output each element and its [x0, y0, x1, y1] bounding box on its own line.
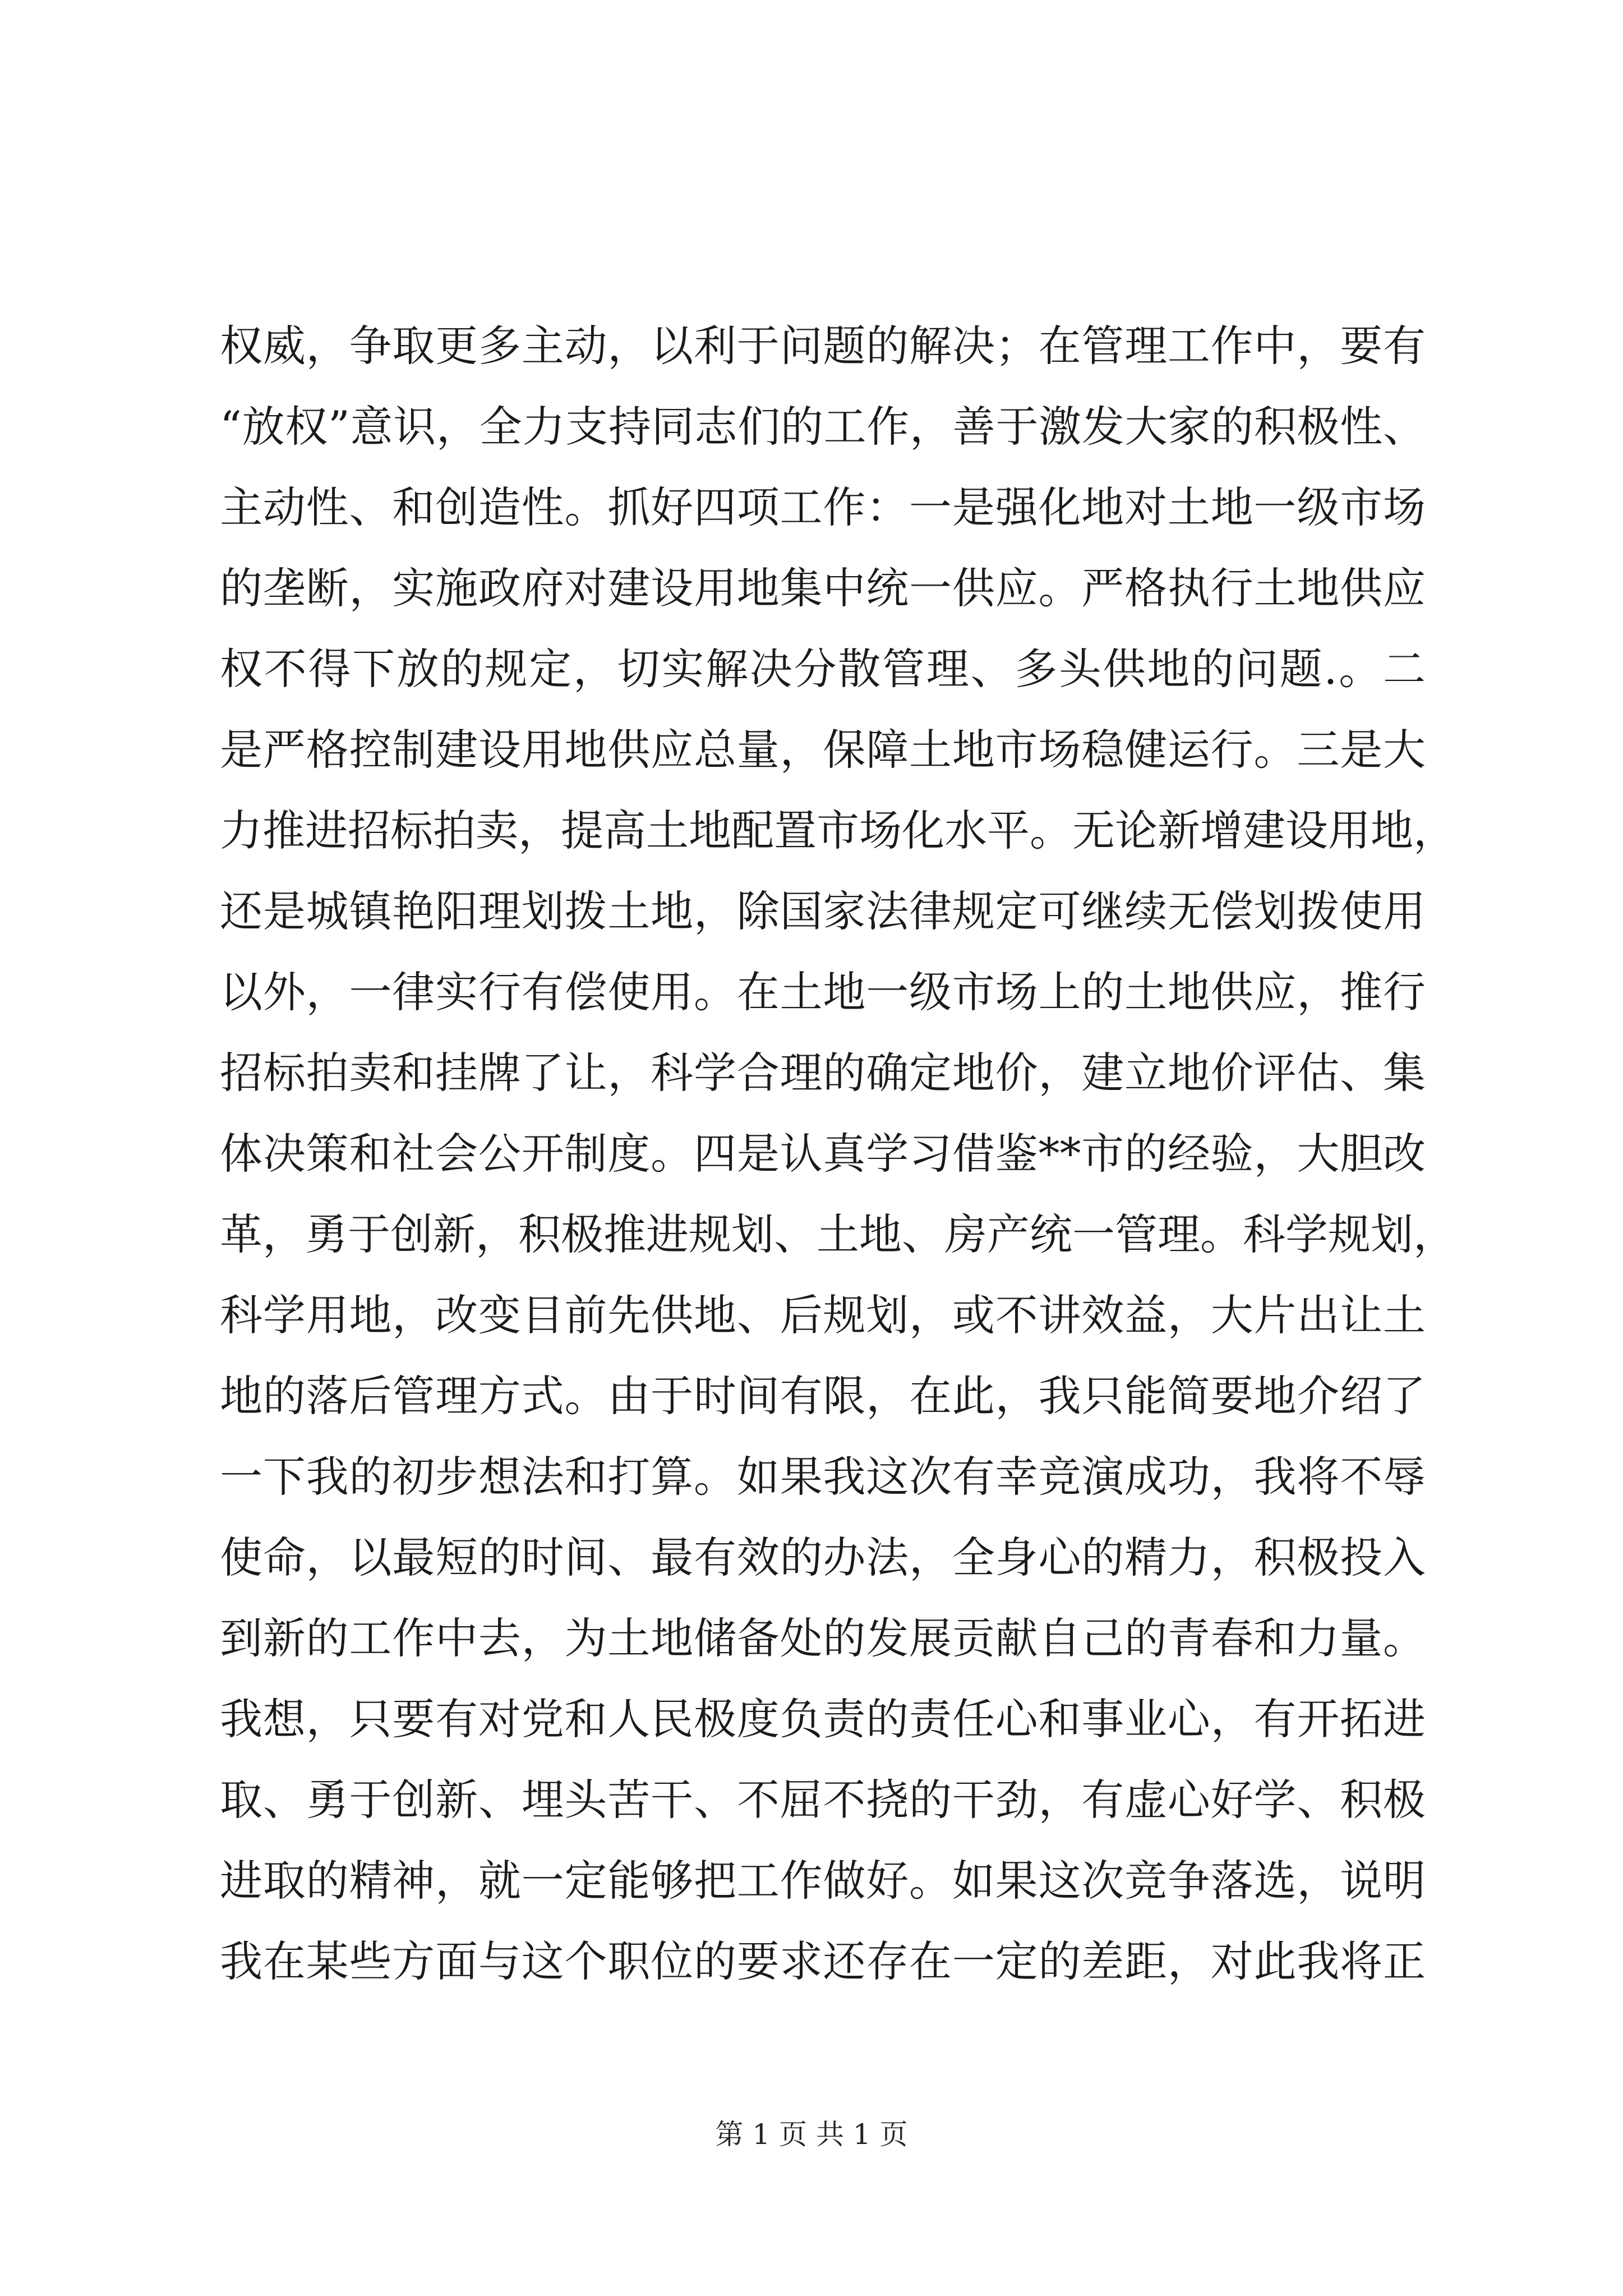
text-line: 我想，只要有对党和人民极度负责的责任心和事业心，有开拓进 [220, 1694, 1426, 1744]
text-line: 权威，争取更多主动，以利于问题的解决；在管理工作中，要有 [220, 321, 1426, 371]
text-line: 革，勇于创新，积极推进规划、土地、房产统一管理。科学规划， [220, 1209, 1456, 1259]
text-line: 使命，以最短的时间、最有效的办法，全身心的精力，积极投入 [220, 1533, 1426, 1582]
text-line: 是严格控制建设用地供应总量，保障土地市场稳健运行。三是大 [220, 725, 1426, 775]
text-line: “放权”意识，全力支持同志们的工作，善于激发大家的积极性、 [220, 402, 1426, 452]
page-number-label: 第 1 页 共 1 页 [715, 2118, 908, 2151]
text-line: 的垄断，实施政府对建设用地集中统一供应。严格执行土地供应 [220, 563, 1426, 613]
text-line: 到新的工作中去，为土地储备处的发展贡献自己的青春和力量。 [220, 1613, 1426, 1663]
text-line: 还是城镇艳阳理划拨土地，除国家法律规定可继续无偿划拨使用 [220, 886, 1426, 936]
text-line: 科学用地，改变目前先供地、后规划，或不讲效益，大片出让土 [220, 1290, 1426, 1340]
text-line: 我在某些方面与这个职位的要求还存在一定的差距，对此我将正 [220, 1936, 1426, 1986]
text-line: 以外，一律实行有偿使用。在土地一级市场上的土地供应，推行 [220, 967, 1426, 1017]
page-footer [0, 2115, 1623, 2154]
body-text [220, 306, 1456, 2002]
text-line: 体决策和社会公开制度。四是认真学习借鉴**市的经验，大胆改 [220, 1129, 1426, 1179]
text-line: 力推进招标拍卖，提高土地配置市场化水平。无论新增建设用地， [220, 806, 1456, 855]
text-line: 一下我的初步想法和打算。如果我这次有幸竞演成功，我将不辱 [220, 1452, 1426, 1502]
text-line: 权不得下放的规定，切实解决分散管理、多头供地的问题.。二 [220, 644, 1426, 694]
text-line: 主动性、和创造性。抓好四项工作：一是强化地对土地一级市场 [220, 482, 1426, 532]
text-line: 招标拍卖和挂牌了让，科学合理的确定地价，建立地价评估、集 [220, 1048, 1426, 1098]
text-line: 地的落后管理方式。由于时间有限，在此，我只能简要地介绍了 [220, 1371, 1426, 1421]
text-line: 取、勇于创新、埋头苦干、不屈不挠的干劲，有虚心好学、积极 [220, 1775, 1426, 1825]
text-line: 进取的精神，就一定能够把工作做好。如果这次竞争落选，说明 [220, 1856, 1426, 1906]
